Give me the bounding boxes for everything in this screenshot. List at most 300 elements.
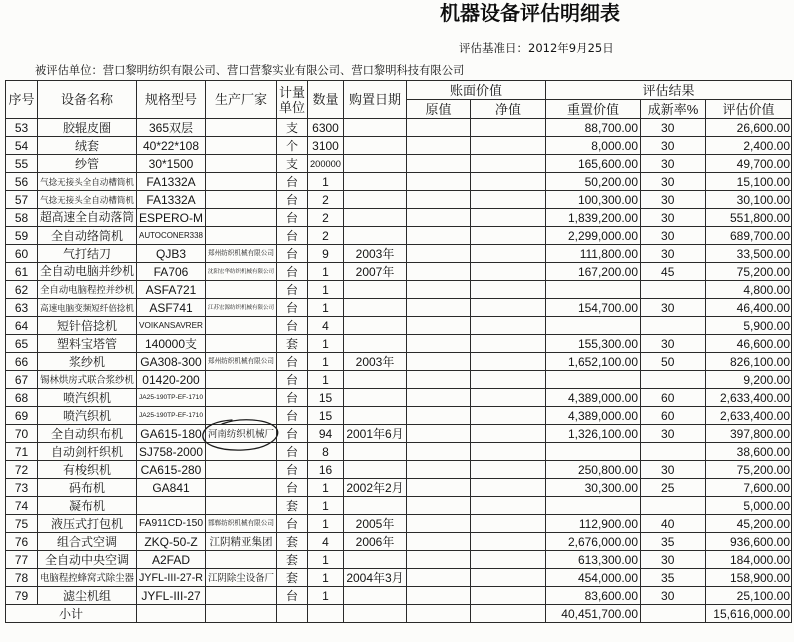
cell-unit: 台 <box>277 263 308 281</box>
cell-orig <box>407 119 471 137</box>
cell-net <box>471 497 546 515</box>
header-net-value: 净值 <box>471 100 546 119</box>
cell-model: FA1332A <box>137 191 206 209</box>
cell-rate: 30 <box>641 335 706 353</box>
cell-unit: 台 <box>277 317 308 335</box>
cell-date <box>344 317 407 335</box>
cell-name: 气捻无接头全自动槽筒机 <box>38 191 137 209</box>
cell-no: 69 <box>6 407 38 425</box>
cell-rate <box>641 443 706 461</box>
cell-date <box>344 443 407 461</box>
cell-model: JA25-190TP-EF-1710 <box>137 389 206 407</box>
cell-unit: 套 <box>277 497 308 515</box>
cell-replace: 167,200.00 <box>546 263 641 281</box>
cell-value: 5,900.00 <box>706 317 792 335</box>
cell-no: 75 <box>6 515 38 533</box>
cell-maker <box>206 281 277 299</box>
cell-net <box>471 281 546 299</box>
cell-date <box>344 407 407 425</box>
cell-date <box>344 389 407 407</box>
cell-date <box>344 191 407 209</box>
cell-maker <box>206 137 277 155</box>
cell-no: 57 <box>6 191 38 209</box>
cell-maker <box>206 479 277 497</box>
table-row <box>6 245 792 263</box>
cell-orig <box>407 479 471 497</box>
cell-replace: 4,389,000.00 <box>546 389 641 407</box>
cell-value: 5,000.00 <box>706 497 792 515</box>
table-row <box>6 191 792 209</box>
cell-qty: 1 <box>308 353 344 371</box>
cell-rate: 30 <box>641 155 706 173</box>
cell-name: 有梭织机 <box>38 461 137 479</box>
cell-replace: 613,300.00 <box>546 551 641 569</box>
cell-model <box>137 497 206 515</box>
cell-orig <box>407 497 471 515</box>
cell-date: 2003年 <box>344 353 407 371</box>
table-row <box>6 425 792 443</box>
header-newness-rate: 成新率% <box>641 100 706 119</box>
cell-maker <box>206 317 277 335</box>
cell-no: 60 <box>6 245 38 263</box>
cell-orig <box>407 173 471 191</box>
subtotal-row <box>6 605 792 623</box>
cell-value: 397,800.00 <box>706 425 792 443</box>
cell-date <box>344 551 407 569</box>
cell-model: ASF741 <box>137 299 206 317</box>
cell-orig <box>407 461 471 479</box>
cell-no: 62 <box>6 281 38 299</box>
cell-net <box>471 317 546 335</box>
cell-net <box>471 191 546 209</box>
cell-net <box>471 299 546 317</box>
cell-name: 胶辊皮圈 <box>38 119 137 137</box>
cell-orig <box>407 137 471 155</box>
cell-qty: 4 <box>308 317 344 335</box>
assessed-entity: 被评估单位：营口黎明纺织有限公司、营口营黎实业有限公司、营口黎明科技有限公司 <box>35 64 465 77</box>
cell-date: 2006年 <box>344 533 407 551</box>
header-unit: 计量单位 <box>277 81 308 119</box>
cell-qty: 1 <box>308 371 344 389</box>
cell-date: 2004年3月 <box>344 569 407 587</box>
table-row <box>6 227 792 245</box>
cell-value: 33,500.00 <box>706 245 792 263</box>
cell-name: 短针倍捻机 <box>38 317 137 335</box>
cell-maker <box>206 119 277 137</box>
cell-value: 2,400.00 <box>706 137 792 155</box>
table-row <box>6 335 792 353</box>
cell-unit: 台 <box>277 587 308 605</box>
cell-replace: 83,600.00 <box>546 587 641 605</box>
subtotal-label: 小计 <box>6 605 137 623</box>
cell-orig <box>407 533 471 551</box>
cell-maker <box>206 173 277 191</box>
table-row <box>6 119 792 137</box>
header-no: 序号 <box>6 81 38 119</box>
cell-maker <box>206 389 277 407</box>
cell-orig <box>407 407 471 425</box>
cell-value: 826,100.00 <box>706 353 792 371</box>
cell-qty: 8 <box>308 443 344 461</box>
cell-unit: 个 <box>277 137 308 155</box>
cell-orig <box>407 317 471 335</box>
cell-net <box>471 551 546 569</box>
cell-net <box>471 335 546 353</box>
cell-model: ASFA721 <box>137 281 206 299</box>
cell-no: 76 <box>6 533 38 551</box>
cell-no: 64 <box>6 317 38 335</box>
cell-orig <box>407 389 471 407</box>
cell-no: 61 <box>6 263 38 281</box>
table-row <box>6 263 792 281</box>
cell-model: VOIKANSAVRER <box>137 317 206 335</box>
cell-rate <box>641 281 706 299</box>
header-replacement-value: 重置价值 <box>546 100 641 119</box>
cell-net <box>471 461 546 479</box>
cell-value: 46,400.00 <box>706 299 792 317</box>
cell-qty: 9 <box>308 245 344 263</box>
cell-value: 7,600.00 <box>706 479 792 497</box>
cell-name: 全自动电脑程控并纱机 <box>38 281 137 299</box>
cell-date: 2001年6月 <box>344 425 407 443</box>
cell-qty: 3100 <box>308 137 344 155</box>
cell-name: 超高速全自动落筒 <box>38 209 137 227</box>
cell-model: QJB3 <box>137 245 206 263</box>
cell-date <box>344 173 407 191</box>
header-quantity: 数量 <box>308 81 344 119</box>
cell-unit: 支 <box>277 119 308 137</box>
cell-maker: 沈阳宏华纺织机械有限公司 <box>206 263 277 281</box>
cell-rate <box>641 317 706 335</box>
cell-rate: 35 <box>641 569 706 587</box>
cell-qty: 1 <box>308 263 344 281</box>
cell-net <box>471 137 546 155</box>
cell-model: A2FAD <box>137 551 206 569</box>
cell-orig <box>407 245 471 263</box>
cell-unit: 台 <box>277 209 308 227</box>
cell-model: 30*1500 <box>137 155 206 173</box>
cell-value: 4,800.00 <box>706 281 792 299</box>
cell-maker: 河南纺织机械厂 <box>206 425 277 443</box>
table-row <box>6 515 792 533</box>
cell-replace: 1,652,100.00 <box>546 353 641 371</box>
cell-net <box>471 569 546 587</box>
cell-value: 551,800.00 <box>706 209 792 227</box>
cell-model: 01420-200 <box>137 371 206 389</box>
cell-date <box>344 371 407 389</box>
cell-replace: 88,700.00 <box>546 119 641 137</box>
cell-name: 高速电脑变频短纤倍捻机 <box>38 299 137 317</box>
cell-net <box>471 533 546 551</box>
cell-maker: 邯郸纺织机械有限公司 <box>206 515 277 533</box>
cell-orig <box>407 335 471 353</box>
table-row <box>6 461 792 479</box>
cell-unit <box>277 605 308 623</box>
cell-net <box>471 119 546 137</box>
cell-rate: 35 <box>641 533 706 551</box>
cell-no: 74 <box>6 497 38 515</box>
cell-net <box>471 371 546 389</box>
cell-unit: 套 <box>277 335 308 353</box>
cell-unit: 台 <box>277 479 308 497</box>
cell-net <box>471 209 546 227</box>
cell-net <box>471 155 546 173</box>
cell-qty: 6300 <box>308 119 344 137</box>
cell-name: 塑料宝塔管 <box>38 335 137 353</box>
table-row <box>6 407 792 425</box>
cell-rate <box>641 371 706 389</box>
cell-model: 40*22*108 <box>137 137 206 155</box>
cell-name: 自动剑杆织机 <box>38 443 137 461</box>
table-row <box>6 551 792 569</box>
cell-name: 锡林烘房式联合浆纱机 <box>38 371 137 389</box>
table-row <box>6 479 792 497</box>
cell-replace: 30,300.00 <box>546 479 641 497</box>
cell-value: 2,633,400.00 <box>706 407 792 425</box>
cell-orig <box>407 425 471 443</box>
document-title: 机器设备评估明细表 <box>440 1 620 25</box>
cell-unit: 台 <box>277 299 308 317</box>
cell-maker: 郑州纺织机械有限公司 <box>206 353 277 371</box>
cell-unit: 台 <box>277 425 308 443</box>
cell-maker: 江阴精亚集团 <box>206 533 277 551</box>
cell-unit: 台 <box>277 515 308 533</box>
cell-no: 56 <box>6 173 38 191</box>
table-row <box>6 317 792 335</box>
cell-maker: 江阴除尘设备厂 <box>206 569 277 587</box>
cell-value: 46,600.00 <box>706 335 792 353</box>
cell-date <box>344 497 407 515</box>
cell-model <box>137 605 206 623</box>
cell-no: 70 <box>6 425 38 443</box>
cell-name: 气打结刀 <box>38 245 137 263</box>
cell-qty: 1 <box>308 587 344 605</box>
cell-maker <box>206 227 277 245</box>
cell-model: SJ758-2000 <box>137 443 206 461</box>
cell-model: ESPERO-M <box>137 209 206 227</box>
cell-orig <box>407 281 471 299</box>
cell-replace <box>546 443 641 461</box>
cell-qty: 4 <box>308 533 344 551</box>
cell-maker <box>206 191 277 209</box>
cell-date: 2002年2月 <box>344 479 407 497</box>
table-footer <box>6 605 792 623</box>
cell-unit: 支 <box>277 155 308 173</box>
cell-qty: 200000 <box>308 155 344 173</box>
cell-value: 75,200.00 <box>706 263 792 281</box>
cell-qty: 16 <box>308 461 344 479</box>
cell-unit: 台 <box>277 173 308 191</box>
cell-rate: 50 <box>641 353 706 371</box>
cell-name: 电脑程控蜂窝式除尘器 <box>38 569 137 587</box>
cell-no: 77 <box>6 551 38 569</box>
cell-name: 组合式空调 <box>38 533 137 551</box>
cell-qty: 94 <box>308 425 344 443</box>
cell-maker <box>206 551 277 569</box>
cell-date: 2003年 <box>344 245 407 263</box>
cell-replace: 2,676,000.00 <box>546 533 641 551</box>
cell-rate: 30 <box>641 119 706 137</box>
cell-replace: 50,200.00 <box>546 173 641 191</box>
cell-rate: 30 <box>641 137 706 155</box>
cell-model: AUTOCONER338 <box>137 227 206 245</box>
cell-orig <box>407 587 471 605</box>
cell-model: 140000支 <box>137 335 206 353</box>
cell-date: 2007年 <box>344 263 407 281</box>
cell-no: 68 <box>6 389 38 407</box>
cell-replace: 454,000.00 <box>546 569 641 587</box>
table-row <box>6 281 792 299</box>
cell-no: 73 <box>6 479 38 497</box>
cell-no: 63 <box>6 299 38 317</box>
header-row-top <box>6 81 792 100</box>
cell-net <box>471 353 546 371</box>
cell-rate: 60 <box>641 407 706 425</box>
table-row <box>6 299 792 317</box>
cell-qty: 1 <box>308 281 344 299</box>
cell-net <box>471 407 546 425</box>
cell-no: 67 <box>6 371 38 389</box>
cell-model: JA25-190TP-EF-1710 <box>137 407 206 425</box>
cell-date <box>344 299 407 317</box>
cell-maker <box>206 461 277 479</box>
cell-replace: 111,800.00 <box>546 245 641 263</box>
cell-orig <box>407 371 471 389</box>
cell-name: 喷汽织机 <box>38 407 137 425</box>
cell-rate: 40 <box>641 515 706 533</box>
cell-date <box>344 461 407 479</box>
cell-model: FA911CD-150 <box>137 515 206 533</box>
cell-maker <box>206 497 277 515</box>
table-row <box>6 173 792 191</box>
cell-unit: 台 <box>277 245 308 263</box>
cell-no: 59 <box>6 227 38 245</box>
cell-qty: 1 <box>308 299 344 317</box>
cell-model: FA706 <box>137 263 206 281</box>
cell-no: 72 <box>6 461 38 479</box>
header-equipment-name: 设备名称 <box>38 81 137 119</box>
cell-value: 75,200.00 <box>706 461 792 479</box>
cell-model: JYFL-III-27-R <box>137 569 206 587</box>
cell-qty: 15 <box>308 389 344 407</box>
cell-no: 79 <box>6 587 38 605</box>
cell-maker <box>206 605 277 623</box>
cell-rate: 45 <box>641 263 706 281</box>
cell-value: 184,000.00 <box>706 551 792 569</box>
table-row <box>6 587 792 605</box>
cell-replace: 4,389,000.00 <box>546 407 641 425</box>
cell-orig <box>407 569 471 587</box>
cell-name: 全自动络筒机 <box>38 227 137 245</box>
cell-value: 158,900.00 <box>706 569 792 587</box>
cell-net <box>471 587 546 605</box>
table-row <box>6 443 792 461</box>
cell-replace: 155,300.00 <box>546 335 641 353</box>
cell-value: 689,700.00 <box>706 227 792 245</box>
cell-orig <box>407 443 471 461</box>
cell-date <box>344 281 407 299</box>
header-manufacturer: 生产厂家 <box>206 81 277 119</box>
cell-unit: 台 <box>277 389 308 407</box>
cell-name: 液压式打包机 <box>38 515 137 533</box>
cell-name: 滤尘机组 <box>38 587 137 605</box>
cell-replace: 154,700.00 <box>546 299 641 317</box>
cell-unit: 套 <box>277 551 308 569</box>
cell-qty: 1 <box>308 515 344 533</box>
cell-maker <box>206 209 277 227</box>
header-original-value: 原值 <box>407 100 471 119</box>
table-body <box>6 119 792 605</box>
cell-net <box>471 389 546 407</box>
cell-orig <box>407 515 471 533</box>
cell-maker <box>206 155 277 173</box>
cell-rate: 30 <box>641 299 706 317</box>
cell-orig <box>407 155 471 173</box>
cell-qty: 1 <box>308 551 344 569</box>
cell-qty: 2 <box>308 209 344 227</box>
cell-net <box>471 515 546 533</box>
cell-unit: 套 <box>277 533 308 551</box>
cell-net <box>471 443 546 461</box>
cell-rate: 60 <box>641 389 706 407</box>
cell-model: GA308-300 <box>137 353 206 371</box>
cell-value: 49,700.00 <box>706 155 792 173</box>
cell-orig <box>407 353 471 371</box>
subtotal-replacement-value: 40,451,700.00 <box>546 605 641 623</box>
cell-replace <box>546 317 641 335</box>
cell-net <box>471 245 546 263</box>
cell-name: 码布机 <box>38 479 137 497</box>
cell-replace: 250,800.00 <box>546 461 641 479</box>
cell-value: 38,600.00 <box>706 443 792 461</box>
cell-date <box>344 605 407 623</box>
cell-orig <box>407 209 471 227</box>
cell-no: 65 <box>6 335 38 353</box>
cell-maker: 江苏宏源纺织机械有限公司 <box>206 299 277 317</box>
cell-no: 55 <box>6 155 38 173</box>
cell-rate: 25 <box>641 479 706 497</box>
cell-unit: 台 <box>277 227 308 245</box>
cell-no: 54 <box>6 137 38 155</box>
cell-maker <box>206 335 277 353</box>
cell-model: CA615-280 <box>137 461 206 479</box>
cell-value: 45,200.00 <box>706 515 792 533</box>
cell-name: 喷汽织机 <box>38 389 137 407</box>
table-row <box>6 389 792 407</box>
cell-replace: 2,299,000.00 <box>546 227 641 245</box>
cell-date <box>344 155 407 173</box>
subtotal-appraised-value: 15,616,000.00 <box>706 605 792 623</box>
cell-maker <box>206 407 277 425</box>
cell-unit: 台 <box>277 461 308 479</box>
cell-name: 全自动织布机 <box>38 425 137 443</box>
cell-date <box>344 137 407 155</box>
cell-name: 气捻无接头全自动槽筒机 <box>38 173 137 191</box>
cell-qty: 1 <box>308 479 344 497</box>
cell-unit: 台 <box>277 191 308 209</box>
cell-replace: 8,000.00 <box>546 137 641 155</box>
table-row <box>6 209 792 227</box>
cell-net <box>471 479 546 497</box>
table-row <box>6 353 792 371</box>
cell-orig <box>407 551 471 569</box>
cell-rate: 30 <box>641 191 706 209</box>
cell-rate <box>641 605 706 623</box>
cell-value: 936,600.00 <box>706 533 792 551</box>
cell-unit: 台 <box>277 353 308 371</box>
cell-qty: 1 <box>308 569 344 587</box>
equipment-valuation-table <box>5 80 792 623</box>
